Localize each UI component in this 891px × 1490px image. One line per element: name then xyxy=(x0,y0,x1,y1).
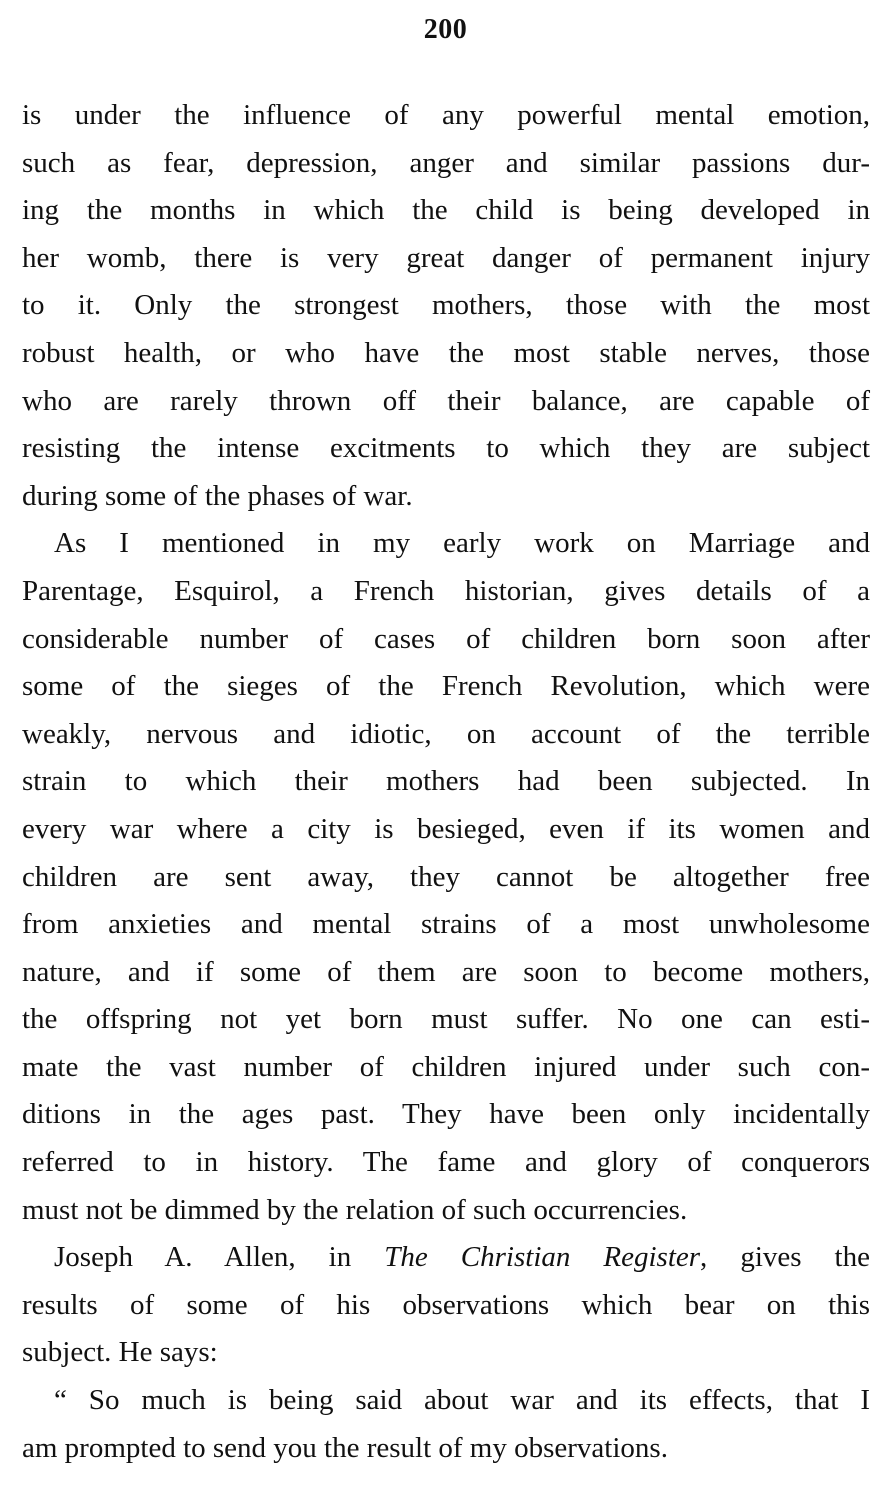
text-line: considerable number of cases of children born soon after xyxy=(22,622,870,655)
text-line: every war where a city is besieged, even if its women and xyxy=(22,812,870,845)
text-line: subject. He says: xyxy=(22,1336,218,1369)
text-line: some of the sieges of the French Revolution, which were xyxy=(22,670,870,703)
text-run: , gives the xyxy=(700,1241,870,1274)
text-line: ditions in the ages past. They have been only incidentally xyxy=(22,1098,870,1131)
text-line: nature, and if some of them are soon to become mothers, xyxy=(22,955,870,988)
publication-title: The Christian Register xyxy=(384,1241,701,1274)
text-line: ing the months in which the child is being developed in xyxy=(22,194,870,227)
text-line: such as fear, depression, anger and similar passions dur- xyxy=(22,146,870,179)
text-line: results of some of his observations which bear on this xyxy=(22,1288,870,1321)
text-line: the offspring not yet born must suffer. No one can esti- xyxy=(22,1003,870,1036)
text-run: Joseph A. Allen, in xyxy=(54,1241,385,1274)
text-line: mate the vast number of children injured under such con- xyxy=(22,1050,870,1083)
text-line: strain to which their mothers had been subjected. In xyxy=(22,765,870,798)
text-line: robust health, or who have the most stable nerves, those xyxy=(22,336,870,369)
text-line: to it. Only the strongest mothers, those with the most xyxy=(22,289,870,322)
page-number: 200 xyxy=(423,14,468,45)
text-line: resisting the intense excitments to which they are subject xyxy=(22,432,870,465)
paragraph xyxy=(22,92,870,520)
text-line: her womb, there is very great danger of permanent injury xyxy=(22,241,870,274)
text-line: must not be dimmed by the relation of such occurrencies. xyxy=(22,1193,688,1226)
text-line: children are sent away, they cannot be altogether free xyxy=(22,860,870,893)
body-text xyxy=(22,92,870,1472)
text-line: “ So much is being said about war and its effects, that I xyxy=(54,1384,870,1417)
text-line: Parentage, Esquirol, a French historian, gives details of a xyxy=(22,574,870,607)
text-line: who are rarely thrown off their balance, are capable of xyxy=(22,384,870,417)
text-line: weakly, nervous and idiotic, on account of the terrible xyxy=(22,717,870,750)
paragraph xyxy=(22,520,870,1234)
paragraph xyxy=(22,1377,870,1472)
text-line: is under the influence of any powerful mental emotion, xyxy=(22,99,870,131)
paragraph xyxy=(22,1234,870,1377)
text-line: referred to in history. The fame and glory of conquerors xyxy=(22,1146,870,1179)
text-line: am prompted to send you the result of my observations. xyxy=(22,1431,668,1464)
text-line: As I mentioned in my early work on Marriage and xyxy=(54,527,870,560)
text-line: during some of the phases of war. xyxy=(22,479,413,512)
text-line: from anxieties and mental strains of a most unwholesome xyxy=(22,908,870,941)
text-line xyxy=(22,1234,870,1282)
